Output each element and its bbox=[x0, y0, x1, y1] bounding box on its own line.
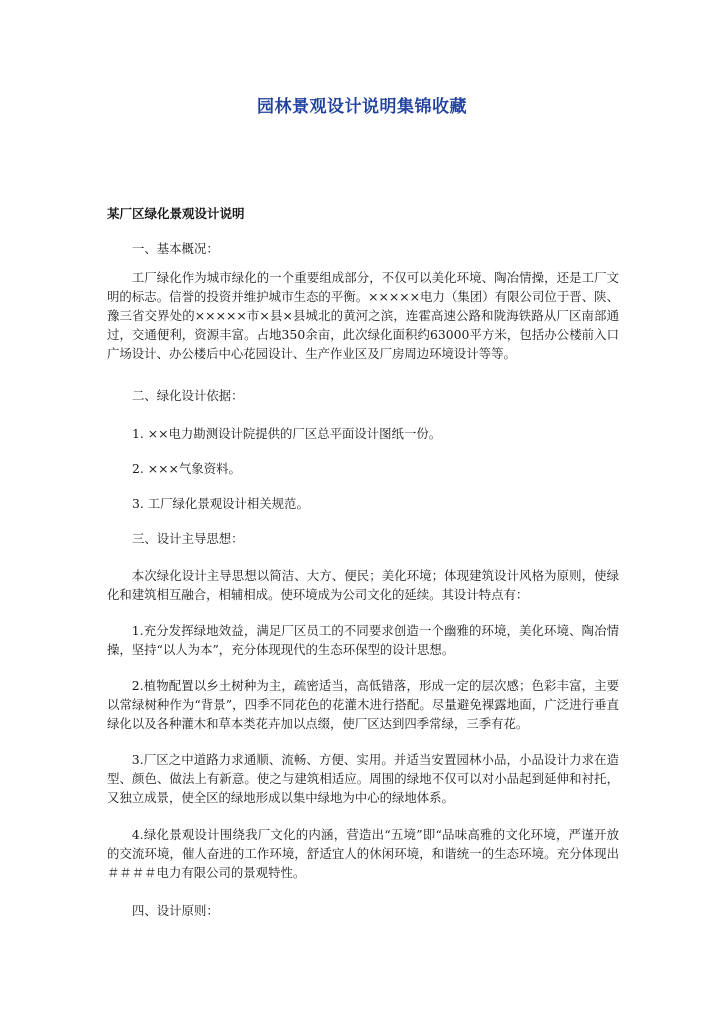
heading-basic-overview: 一、基本概况： bbox=[132, 241, 219, 256]
paragraph-design-ideas: 本次绿化设计主导思想以简洁、大方、便民；美化环境；体现建筑设计风格为原则，使绿化和建筑相互融合，相辅相成。使环境成为公司文化的延续。其设计特点有： bbox=[107, 568, 619, 602]
heading-design-basis: 二、绿化设计依据： bbox=[132, 388, 244, 403]
list-item: 2. ×××气象资料。 bbox=[132, 461, 241, 476]
heading-design-principles: 四、设计原则： bbox=[132, 903, 219, 918]
paragraph-feature-2: 2.植物配置以乡土树种为主，疏密适当，高低错落，形成一定的层次感；色彩丰富，主要以常绿树种作为“背景”，四季不同花色的花灌木进行搭配。尽量避免裸露地面，广泛进行垂直绿化以及各种灌木和草本类花卉加以点缀，使厂区达到四季常绿，三季有花。 bbox=[107, 678, 619, 731]
paragraph-feature-1: 1.充分发挥绿地效益，满足厂区员工的不同要求创造一个幽雅的环境，美化环境、陶冶情操，坚持“以人为本”，充分体现现代的生态环保型的设计思想。 bbox=[107, 623, 619, 657]
list-item: 1. ××电力勘测设计院提供的厂区总平面设计图纸一份。 bbox=[132, 426, 442, 441]
document-title: 园林景观设计说明集锦收藏 bbox=[257, 97, 467, 117]
list-item: 3. 工厂绿化景观设计相关规范。 bbox=[132, 496, 309, 511]
paragraph-overview: 工厂绿化作为城市绿化的一个重要组成部分，不仅可以美化环境、陶冶情操，还是工厂文明的标志。信誉的投资并维护城市生态的平衡。×××××电力（集团）有限公司位于晋、陕、豫三省交界处的×××××市×县×县城北的黄河之滨，连霍高速公路和陇海铁路从厂区南部通过，交通便利，资源丰富。占地350余亩，此次绿化面积约63000平方米，包括办公楼前入口广场设计、办公楼后中心花园设计、生产作业区及厂房周边环境设计等等。 bbox=[107, 270, 619, 361]
paragraph-feature-3: 3.厂区之中道路力求通顺、流畅、方便、实用。并适当安置园林小品，小品设计力求在造型、颜色、做法上有新意。使之与建筑相适应。周围的绿地不仅可以对小品起到延伸和衬托，又独立成景，使全区的绿地形成以集中绿地为中心的绿地体系。 bbox=[107, 752, 619, 805]
section-title: 某厂区绿化景观设计说明 bbox=[107, 206, 245, 221]
paragraph-feature-4: 4.绿化景观设计围绕我厂文化的内涵，营造出“五境”即“品味高雅的文化环境，严谨开放的交流环境，催人奋进的工作环境，舒适宜人的休闲环境，和谐统一的生态环境。充分体现出＃＃＃＃电力有限公司的景观特性。 bbox=[107, 827, 619, 880]
heading-design-ideas: 三、设计主导思想： bbox=[132, 531, 244, 546]
